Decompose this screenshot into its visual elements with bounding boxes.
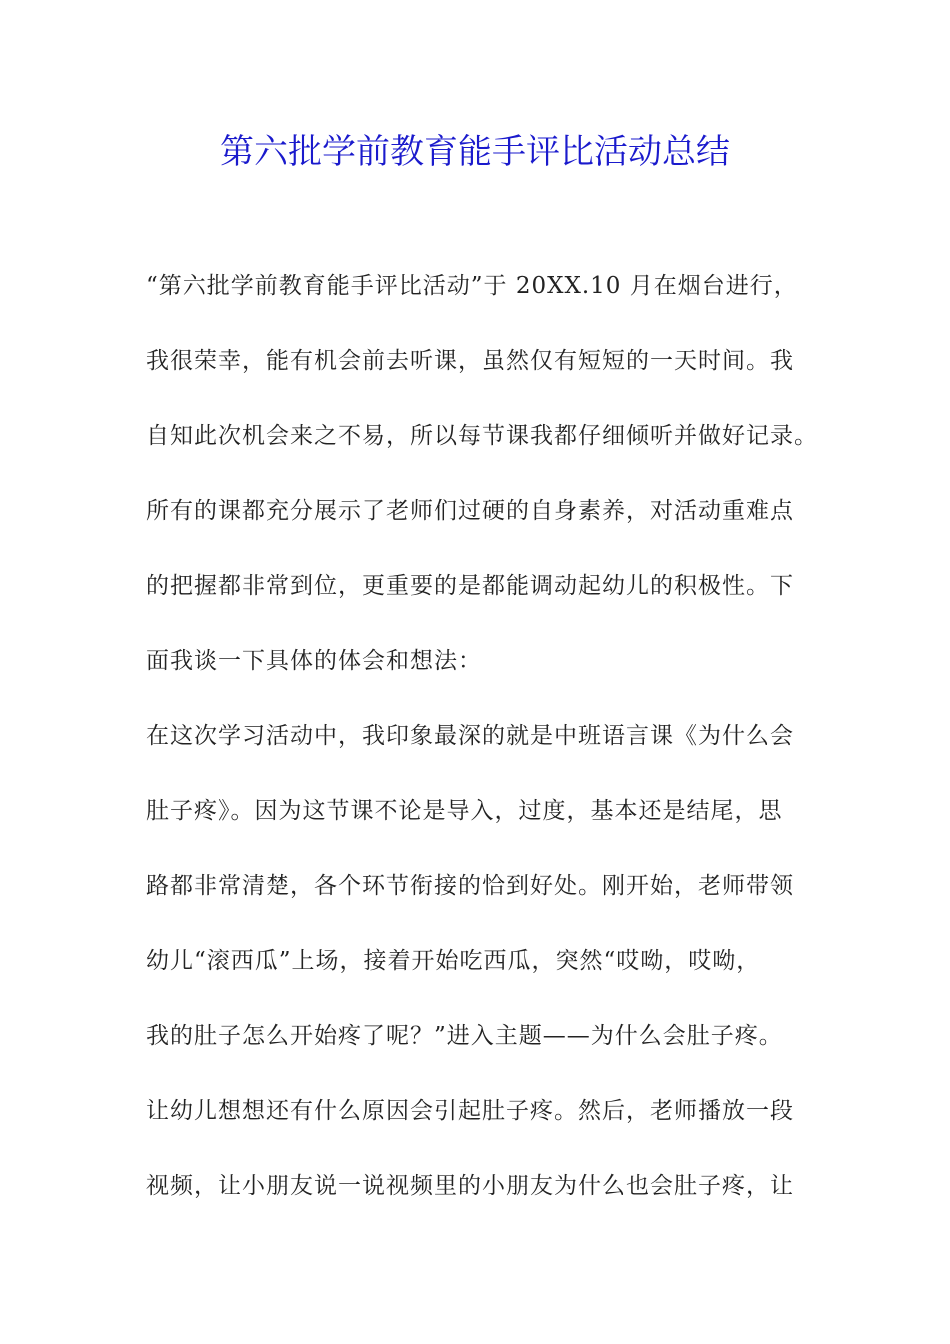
paragraph-line: 面我谈一下具体的体会和想法： <box>146 648 482 674</box>
paragraph-line: 肚子疼》。因为这节课不论是导入，过度，基本还是结尾，思 <box>146 798 783 824</box>
paragraph-line: 我的肚子怎么开始疼了呢？”进入主题——为什么会肚子疼。 <box>146 1023 783 1049</box>
paragraph-line: 让幼儿想想还有什么原因会引起肚子疼。然后，老师播放一段 <box>146 1098 794 1124</box>
paragraph-line: 我很荣幸，能有机会前去听课，虽然仅有短短的一天时间。我 <box>146 348 794 374</box>
paragraph-line: 幼儿“滚西瓜”上场，接着开始吃西瓜，突然“哎呦，哎呦， <box>146 948 761 974</box>
paragraph-line: 所有的课都充分展示了老师们过硬的自身素养，对活动重难点 <box>146 498 794 524</box>
paragraph-line: 自知此次机会来之不易，所以每节课我都仔细倾听并做好记录。 <box>146 423 818 449</box>
paragraph-line: “第六批学前教育能手评比活动”于 20XX.10 月在烟台进行， <box>146 273 798 299</box>
paragraph-line: 在这次学习活动中，我印象最深的就是中班语言课《为什么会 <box>146 723 794 749</box>
paragraph-line: 路都非常清楚，各个环节衔接的恰到好处。刚开始，老师带领 <box>146 873 794 899</box>
paragraph-line: 视频，让小朋友说一说视频里的小朋友为什么也会肚子疼，让 <box>146 1173 794 1199</box>
paragraph-line: 的把握都非常到位，更重要的是都能调动起幼儿的积极性。下 <box>146 573 794 599</box>
document-title: 第六批学前教育能手评比活动总结 <box>220 132 730 172</box>
